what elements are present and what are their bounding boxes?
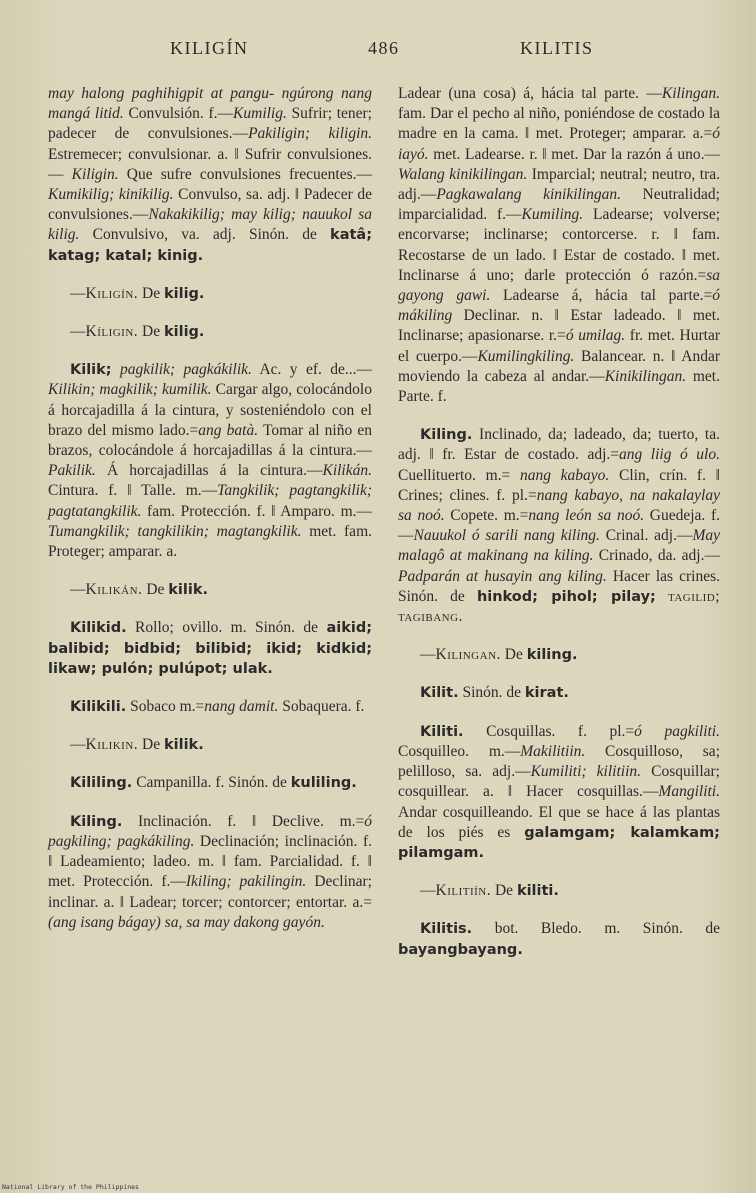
library-credit: National Library of the Philippines [2, 1183, 139, 1191]
entry-gap [398, 901, 720, 919]
dictionary-entry: Kilit. Sinón. de kirat. [420, 684, 569, 702]
entry-gap [398, 704, 720, 722]
entry-gap [398, 627, 720, 645]
entry-gap [48, 717, 372, 735]
dictionary-entry: —Kilitiín. De kiliti. [420, 882, 559, 900]
entry-gap [398, 665, 720, 683]
dictionary-entry: —Kíligin. De kilig. [70, 323, 205, 341]
dictionary-entry: Kiling. Inclinación. f. ‖ Declive. m.=ó pagkiling; pagkákiling. Declinación; inclinación. f. ‖ Ladeamiento; ladeo. m. ‖ fam. Parcialidad. f. ‖ met. Protección. f.—Ikiling; pakilingin. Declinar; inclinar. a. ‖ Ladear; torcer; contorcer; entortar. a.=(ang isang bágay) sa, sa may dakong gayón. [48, 812, 373, 931]
dictionary-entry: Kilikili. Sobaco m.=nang damit. Sobaquera. f. [70, 698, 365, 716]
right-column [398, 84, 720, 960]
header-right-guideword: KILITIS [520, 38, 594, 58]
entry-gap [48, 562, 372, 580]
entry-gap [48, 755, 372, 773]
dictionary-entry: Kiling. Inclinado, da; ladeado, da; tuerto, ta. adj. ‖ fr. Estar de costado. adj.=ang liig ó ulo. Cuellituerto. m.= nang kabayo. Clin, crín. f. ‖ Crines; clines. f. pl.=nang kabayo, na nakalaylay sa noó. Copete. m.=nang león sa noó. Guedeja. f.—Nauukol ó sarili nang kiling. Crinal. adj.—May malagô at makinang na kiling. Crinado, da. adj.—Padparán at husayin ang kiling. Hacer las crines. Sinón. de hinkod; pihol; pilay; tagilid; tagibang. [398, 426, 721, 626]
dictionary-entry: —Kilikin. De kilik. [70, 736, 204, 754]
header-left-guideword: KILIGÍN [170, 38, 249, 58]
left-column [48, 84, 372, 933]
page-number: 486 [368, 38, 400, 58]
entry-gap [48, 600, 372, 618]
running-header [0, 38, 756, 68]
dictionary-entry: Kilitis. bot. Bledo. m. Sinón. de bayangbayang. [398, 920, 720, 958]
dictionary-entry: Kiliti. Cosquillas. f. pl.=ó pagkiliti. Cosquilleo. m.—Makilitiin. Cosquilloso, sa; pelilloso, sa. adj.—Kumiliti; kilitiin. Cosquillar; cosquillear. a. ‖ Hacer cosquillas.—Mangiliti. Andar cosquilleando. El que se hace á las plantas de los piés es galamgam; kalamkam; pilamgam. [398, 722, 720, 861]
dictionary-entry: Kilik; pagkilik; pagkákilik. Ac. y ef. de...—Kilikin; magkilik; kumilik. Cargar algo, colocándolo á horcajadilla á la cintura, y sosteniéndolo con el brazo del mismo lado.=ang batà. Tomar al niño en brazos, colocándole á horcajadillas á la cintura.—Pakilik. Á horcajadillas á la cintura.—Kilikán. Cintura. f. ‖ Talle. m.—Tangkilik; pagtangkilik; pagtatangkilik. fam. Protección. f. ‖ Amparo. m.—Tumangkilik; tangkilikin; magtangkilik. met. fam. Proteger; amparar. a. [48, 361, 373, 561]
entry-gap [48, 266, 372, 284]
dictionary-entry: —Kilingan. De kiling. [420, 646, 578, 664]
entry-gap [398, 863, 720, 881]
entry-gap [48, 342, 372, 360]
entry-gap [398, 407, 720, 425]
entry-gap [48, 679, 372, 697]
dictionary-entry: Kilikid. Rollo; ovillo. m. Sinón. de aikid; balibid; bidbid; bilibid; ikid; kidkid; likaw; pulón; pulúpot; ulak. [48, 619, 372, 677]
entry-gap [48, 794, 372, 812]
dictionary-entry: —Kiligín. De kilig. [70, 284, 205, 302]
dictionary-entry: Kililing. Campanilla. f. Sinón. de kuliling. [70, 774, 357, 792]
dictionary-entry: —Kilikán. De kilik. [70, 581, 208, 599]
entry-gap [48, 304, 372, 322]
dictionary-entry: may halong paghihigpit at pangu- ngúrong nang mangá litid. Convulsión. f.—Kumilig. Sufrir; tener; padecer de convulsiones.—Pakiligin; kiligin. Estremecer; convulsionar. a. ‖ Sufrir convulsiones. — Kiligin. Que sufre convulsiones frecuentes.— Kumikilig; kinikilig. Convulso, sa. adj. ‖ Padecer de convulsiones.—Nakakikilig; may kilig; nauukol sa kilig. Convulsivo, va. adj. Sinón. de katâ; katag; katal; kinig. [48, 85, 373, 264]
dictionary-entry: Ladear (una cosa) á, hácia tal parte. —Kilingan. fam. Dar el pecho al niño, poniéndose de costado la madre en la cama. ‖ met. Proteger; amparar. a.=ó iayó. met. Ladearse. r. ‖ met. Dar la razón á uno.—Walang kinikilingan. Imparcial; neutral; neutro, tra. adj.—Pagkawalang kinikilingan. Neutralidad; imparcialidad. f.—Kumiling. Ladearse; volverse; encorvarse; inclinarse; contorcerse. r. ‖ fam. Recostarse de un lado. ‖ Estar de costado. ‖ met. Inclinarse á uno; darle protección ó razón.=sa gayong gawi. Ladearse á, hácia tal parte.=ó mákiling Declinar. n. ‖ Estar ladeado. ‖ met. Inclinarse; apasionarse. r.=ó umilag. fr. met. Hurtar el cuerpo.—Kumilingkiling. Balancear. n. ‖ Andar moviendo la cabeza al andar.—Kinikilingan. met. Parte. f. [398, 85, 721, 406]
